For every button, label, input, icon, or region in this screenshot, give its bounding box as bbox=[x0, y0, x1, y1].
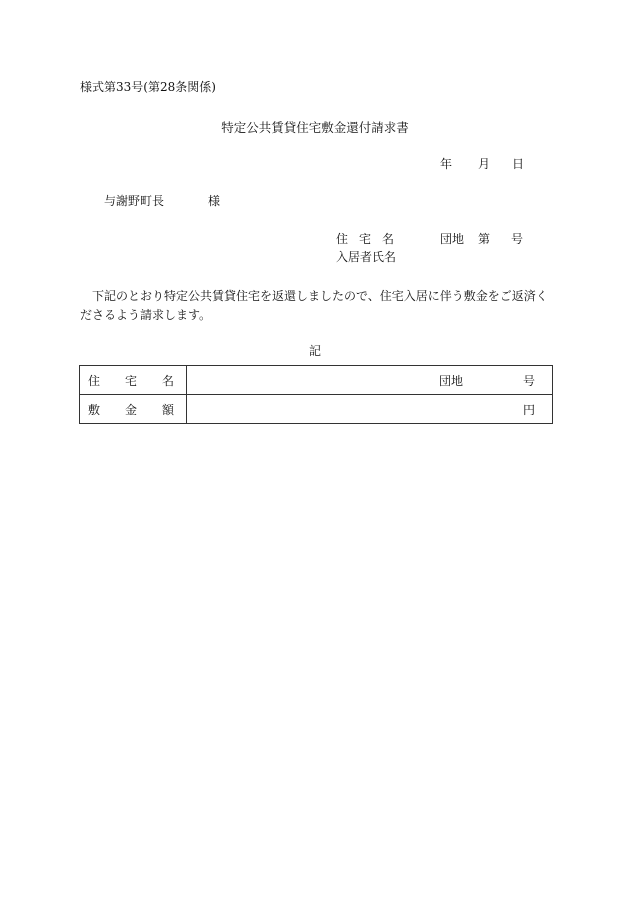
deposit-label-char: 金 bbox=[124, 402, 137, 417]
applicant-dai-label: 第 bbox=[478, 232, 491, 246]
document-title: 特定公共賃貸住宅敷金還付請求書 bbox=[221, 120, 409, 135]
deposit-label-char: 敷 bbox=[88, 402, 101, 417]
house-danchi-label: 団地 bbox=[439, 374, 464, 388]
house-value-cell[interactable] bbox=[187, 366, 553, 395]
house-label-char: 名 bbox=[161, 373, 174, 388]
applicant-resident-label: 入居者氏名 bbox=[336, 250, 397, 264]
deposit-yen-label: 円 bbox=[523, 403, 536, 417]
detail-table bbox=[79, 365, 553, 424]
form-number: 様式第33号(第28条関係) bbox=[80, 80, 216, 94]
applicant-go-label: 号 bbox=[511, 232, 524, 246]
addressee-name: 与謝野町長 bbox=[104, 194, 165, 208]
applicant-house-label: 住宅名 bbox=[336, 232, 406, 246]
date-year-label: 年 bbox=[440, 157, 453, 171]
request-body-text: 下記のとおり特定公共賃貸住宅を返還しましたので、住宅入居に伴う敷金をご返済くださるよう請求します。 bbox=[80, 289, 548, 322]
deposit-value-cell[interactable] bbox=[187, 395, 553, 424]
deposit-label-char: 額 bbox=[161, 402, 174, 417]
house-go-label: 号 bbox=[523, 374, 536, 388]
table-row-house bbox=[80, 366, 553, 395]
applicant-danchi-label: 団地 bbox=[440, 232, 465, 246]
ki-heading: 記 bbox=[308, 344, 321, 358]
house-label-char: 住 bbox=[88, 373, 101, 388]
house-label-char: 宅 bbox=[124, 373, 137, 388]
table-row-deposit bbox=[80, 395, 553, 424]
house-label-cell bbox=[80, 366, 187, 395]
date-month-label: 月 bbox=[478, 157, 491, 171]
addressee-suffix: 様 bbox=[208, 194, 221, 208]
deposit-label-cell bbox=[80, 395, 187, 424]
date-day-label: 日 bbox=[512, 157, 525, 171]
